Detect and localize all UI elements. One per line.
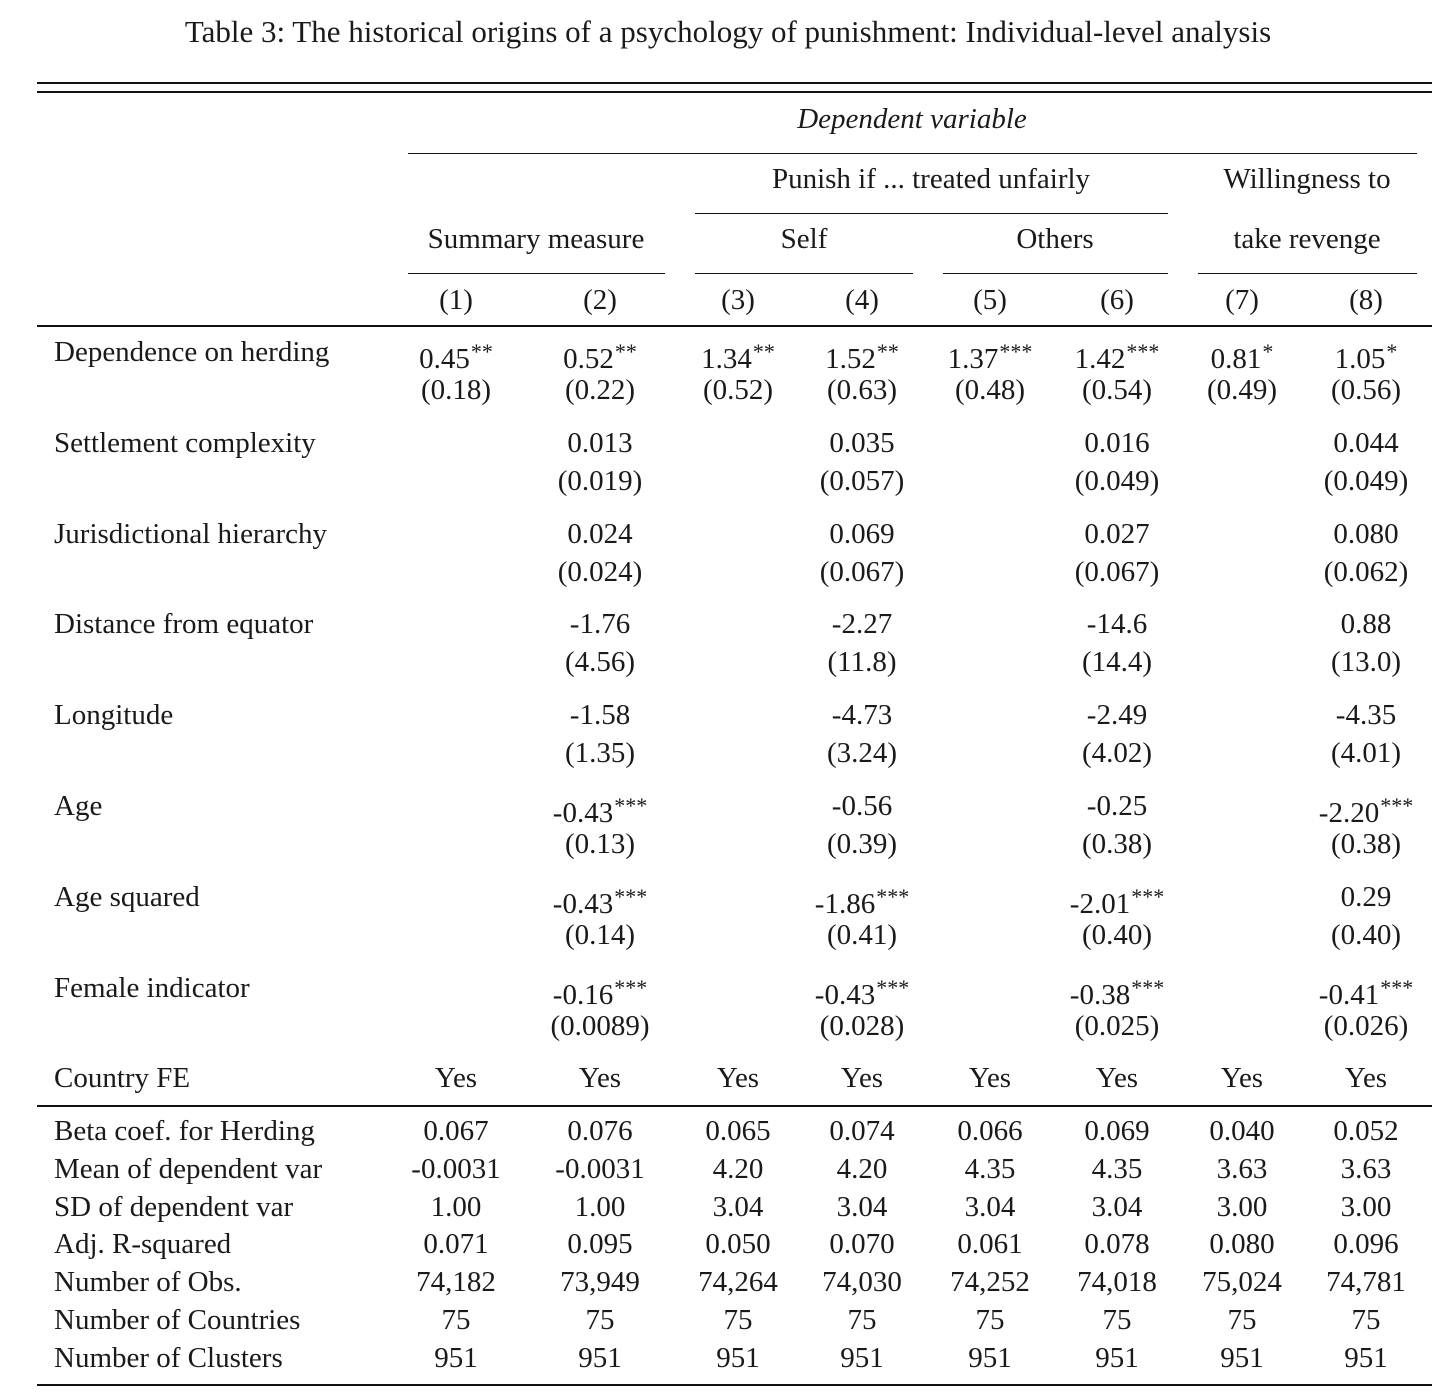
coefficient-cell (832, 605, 892, 643)
stat-cell: 75 (847, 1304, 877, 1336)
coefficient-value: 0.013 (567, 427, 633, 459)
standard-error-cell: (0.028) (819, 1010, 905, 1042)
stat-cell: 3.00 (1340, 1191, 1392, 1223)
row-label: Age (54, 790, 103, 822)
others-underline (943, 273, 1168, 274)
coefficient-value: 1.34 (701, 343, 752, 375)
row-label: Dependence on herding (54, 336, 330, 368)
significance-stars: *** (1131, 975, 1165, 1000)
coefficient-value: 1.37 (947, 343, 999, 375)
coefficient-cell (1333, 515, 1398, 553)
revenge-underline (1198, 273, 1417, 274)
stat-cell: 0.074 (829, 1115, 895, 1147)
stat-cell: 1.00 (574, 1191, 626, 1223)
header-bottom-rule (37, 325, 1432, 327)
stat-cell: 3.63 (1340, 1153, 1392, 1185)
coefficient-value: -0.38 (1069, 979, 1131, 1011)
stat-cell: 951 (968, 1342, 1012, 1374)
significance-stars: *** (999, 339, 1033, 364)
coefficient-value: -1.58 (569, 699, 631, 731)
stat-label: Number of Clusters (54, 1342, 283, 1374)
significance-stars: *** (614, 793, 648, 818)
coefficient-cell (1087, 696, 1147, 734)
row-label: Jurisdictional hierarchy (54, 518, 327, 550)
coefficient-value: 0.044 (1333, 427, 1399, 459)
stat-cell: 3.04 (1091, 1191, 1143, 1223)
standard-error-cell: (4.56) (564, 646, 636, 678)
dep-var-underline (408, 153, 1417, 154)
significance-stars: ** (752, 339, 775, 364)
standard-error-cell: (0.019) (557, 465, 643, 497)
coefficient-value: 0.52 (563, 343, 614, 375)
summary-underline (408, 273, 665, 274)
standard-error-cell: (0.22) (564, 374, 636, 406)
standard-error-cell: (0.14) (564, 919, 636, 951)
stat-cell: 0.050 (705, 1228, 771, 1260)
stat-cell: 75,024 (1202, 1266, 1282, 1298)
column-number: (3) (721, 284, 755, 316)
coefficient-value: 0.29 (1340, 881, 1392, 913)
coefficient-value: -2.49 (1086, 699, 1148, 731)
standard-error-cell: (0.049) (1074, 465, 1160, 497)
stat-cell: 0.095 (567, 1228, 633, 1260)
column-number: (5) (973, 284, 1007, 316)
country-fe-cell: Yes (1220, 1062, 1264, 1094)
standard-error-cell: (0.025) (1074, 1010, 1160, 1042)
stat-cell: 0.071 (423, 1228, 489, 1260)
stat-cell: 4.35 (964, 1153, 1016, 1185)
row-label: Longitude (54, 699, 174, 731)
column-number: (6) (1100, 284, 1134, 316)
stat-cell: -0.0031 (411, 1153, 501, 1185)
coefficient-cell (829, 424, 894, 462)
stat-cell: 0.096 (1333, 1228, 1399, 1260)
stat-cell: 0.076 (567, 1115, 633, 1147)
standard-error-cell: (0.40) (1330, 919, 1402, 951)
stat-cell: 74,252 (950, 1266, 1030, 1298)
stat-cell: 74,182 (416, 1266, 496, 1298)
coefficient-value: -0.41 (1318, 979, 1380, 1011)
row-label: Distance from equator (54, 608, 314, 640)
stat-cell: -0.0031 (555, 1153, 645, 1185)
self-underline (695, 273, 913, 274)
stat-cell: 3.00 (1216, 1191, 1268, 1223)
stat-cell: 74,018 (1077, 1266, 1157, 1298)
coefficient-value: 1.52 (825, 343, 876, 375)
coefficient-value: 0.88 (1340, 608, 1392, 640)
standard-error-cell: (0.38) (1081, 828, 1153, 860)
standard-error-cell: (0.067) (1074, 556, 1160, 588)
stat-cell: 951 (1220, 1342, 1264, 1374)
stat-cell: 4.20 (836, 1153, 888, 1185)
country-fe-cell: Yes (1095, 1062, 1139, 1094)
stat-cell: 74,264 (698, 1266, 778, 1298)
row-label: Female indicator (54, 972, 250, 1004)
coefficient-cell (829, 515, 894, 553)
coefficient-value: 1.05 (1334, 343, 1386, 375)
standard-error-cell: (0.067) (819, 556, 905, 588)
coefficient-value: -2.20 (1318, 797, 1380, 829)
group-punish-header: Punish if ... treated unfairly (771, 163, 1091, 195)
coefficient-cell (567, 424, 632, 462)
stat-cell: 74,030 (822, 1266, 902, 1298)
standard-error-cell: (3.24) (826, 737, 898, 769)
coefficient-cell (567, 515, 632, 553)
coefficient-cell (832, 696, 892, 734)
standard-error-cell: (0.49) (1206, 374, 1278, 406)
stat-cell: 0.067 (423, 1115, 489, 1147)
standard-error-cell: (0.38) (1330, 828, 1402, 860)
coefficient-cell (1084, 424, 1149, 462)
stat-cell: 951 (434, 1342, 478, 1374)
stat-cell: 3.04 (836, 1191, 888, 1223)
stat-cell: 0.080 (1209, 1228, 1275, 1260)
stat-cell: 0.078 (1084, 1228, 1150, 1260)
standard-error-cell: (0.56) (1330, 374, 1402, 406)
country-fe-label: Country FE (54, 1062, 191, 1094)
stat-cell: 75 (975, 1304, 1005, 1336)
significance-stars: *** (614, 884, 648, 909)
coefficient-cell (832, 787, 892, 825)
stat-cell: 0.066 (957, 1115, 1023, 1147)
column-number: (2) (583, 284, 617, 316)
coefficient-value: -14.6 (1086, 608, 1148, 640)
country-fe-cell: Yes (840, 1062, 884, 1094)
stat-label: Adj. R-squared (54, 1228, 232, 1260)
coefficient-value: -0.43 (814, 979, 876, 1011)
coefficient-value: 0.45 (419, 343, 470, 375)
coefficient-value: -0.56 (831, 790, 893, 822)
country-fe-cell: Yes (1344, 1062, 1388, 1094)
standard-error-cell: (0.48) (954, 374, 1026, 406)
stat-cell: 75 (1102, 1304, 1132, 1336)
coefficient-value: -1.76 (569, 608, 631, 640)
bottom-rule (37, 1384, 1432, 1386)
column-number: (1) (439, 284, 473, 316)
country-fe-cell: Yes (434, 1062, 478, 1094)
standard-error-cell: (0.18) (420, 374, 492, 406)
group-revenge-header-line2: take revenge (1233, 223, 1381, 255)
coefficient-value: 0.069 (829, 518, 895, 550)
significance-stars: ** (876, 339, 899, 364)
table-caption: Table 3: The historical origins of a psychology of punishment: Individual-level analysis (184, 14, 1272, 49)
stat-cell: 951 (840, 1342, 884, 1374)
significance-stars: * (1262, 339, 1274, 364)
stat-cell: 951 (1344, 1342, 1388, 1374)
significance-stars: ** (614, 339, 637, 364)
column-number: (8) (1349, 284, 1383, 316)
coefficient-value: -2.01 (1069, 888, 1131, 920)
stat-cell: 75 (441, 1304, 471, 1336)
standard-error-cell: (0.0089) (550, 1010, 650, 1042)
standard-error-cell: (0.062) (1323, 556, 1409, 588)
significance-stars: *** (1380, 975, 1414, 1000)
standard-error-cell: (0.63) (826, 374, 898, 406)
standard-error-cell: (0.52) (702, 374, 774, 406)
coefficient-value: 0.81 (1210, 343, 1262, 375)
standard-error-cell: (0.54) (1081, 374, 1153, 406)
stats-separator-rule (37, 1105, 1432, 1107)
significance-stars: *** (614, 975, 648, 1000)
coefficient-value: 1.42 (1074, 343, 1126, 375)
coefficient-cell (1341, 605, 1392, 643)
coefficient-value: -0.43 (552, 797, 614, 829)
stat-cell: 1.00 (430, 1191, 482, 1223)
coefficient-value: -4.35 (1335, 699, 1397, 731)
standard-error-cell: (0.41) (826, 919, 898, 951)
coefficient-cell (1087, 787, 1147, 825)
group-summary-header: Summary measure (427, 223, 645, 255)
stat-cell: 75 (723, 1304, 753, 1336)
standard-error-cell: (4.02) (1081, 737, 1153, 769)
standard-error-cell: (4.01) (1330, 737, 1402, 769)
stat-label: Number of Countries (54, 1304, 301, 1336)
coefficient-cell (1087, 605, 1147, 643)
punish-underline (695, 213, 1168, 214)
standard-error-cell: (0.13) (564, 828, 636, 860)
stat-label: Mean of dependent var (54, 1153, 323, 1185)
coefficient-cell (1341, 878, 1392, 916)
row-label: Settlement complexity (54, 427, 316, 459)
standard-error-cell: (1.35) (564, 737, 636, 769)
stat-label: Beta coef. for Herding (54, 1115, 315, 1147)
standard-error-cell: (0.026) (1323, 1010, 1409, 1042)
standard-error-cell: (0.40) (1081, 919, 1153, 951)
coefficient-cell (1333, 424, 1398, 462)
significance-stars: *** (1126, 339, 1160, 364)
significance-stars: *** (1380, 793, 1414, 818)
coefficient-cell (570, 605, 630, 643)
group-revenge-header-line1: Willingness to (1223, 163, 1391, 195)
coefficient-value: 0.080 (1333, 518, 1399, 550)
significance-stars: *** (876, 975, 910, 1000)
coefficient-value: 0.016 (1084, 427, 1150, 459)
coefficient-value: -4.73 (831, 699, 893, 731)
standard-error-cell: (0.024) (557, 556, 643, 588)
standard-error-cell: (0.057) (819, 465, 905, 497)
stat-cell: 3.04 (712, 1191, 764, 1223)
standard-error-cell: (14.4) (1081, 646, 1153, 678)
column-number: (4) (845, 284, 879, 316)
sub-self-header: Self (780, 223, 828, 255)
standard-error-cell: (0.049) (1323, 465, 1409, 497)
stat-cell: 74,781 (1326, 1266, 1406, 1298)
coefficient-value: -2.27 (831, 608, 893, 640)
top-rule-1 (37, 82, 1432, 84)
stat-cell: 4.35 (1091, 1153, 1143, 1185)
top-rule-2 (37, 91, 1432, 93)
country-fe-cell: Yes (968, 1062, 1012, 1094)
country-fe-cell: Yes (578, 1062, 622, 1094)
coefficient-value: 0.024 (567, 518, 633, 550)
stat-cell: 0.040 (1209, 1115, 1275, 1147)
stat-cell: 3.04 (964, 1191, 1016, 1223)
stat-cell: 0.052 (1333, 1115, 1399, 1147)
stat-label: SD of dependent var (54, 1191, 294, 1223)
significance-stars: ** (470, 339, 493, 364)
stat-cell: 951 (578, 1342, 622, 1374)
coefficient-cell (1084, 515, 1149, 553)
stat-cell: 75 (585, 1304, 615, 1336)
stat-cell: 0.069 (1084, 1115, 1150, 1147)
standard-error-cell: (11.8) (827, 646, 897, 678)
stat-cell: 4.20 (712, 1153, 764, 1185)
stat-label: Number of Obs. (54, 1266, 242, 1298)
row-label: Age squared (54, 881, 200, 913)
stat-cell: 0.065 (705, 1115, 771, 1147)
column-number: (7) (1225, 284, 1259, 316)
stat-cell: 951 (1095, 1342, 1139, 1374)
stat-cell: 73,949 (560, 1266, 640, 1298)
coefficient-cell (1336, 696, 1396, 734)
coefficient-value: -0.25 (1086, 790, 1148, 822)
dependent-variable-header: Dependent variable (797, 103, 1027, 135)
standard-error-cell: (13.0) (1330, 646, 1402, 678)
sub-others-header: Others (1016, 223, 1094, 255)
coefficient-value: -0.43 (552, 888, 614, 920)
coefficient-value: 0.035 (829, 427, 895, 459)
stat-cell: 0.061 (957, 1228, 1023, 1260)
significance-stars: *** (1131, 884, 1165, 909)
standard-error-cell: (0.39) (826, 828, 898, 860)
coefficient-value: -1.86 (814, 888, 876, 920)
stat-cell: 75 (1227, 1304, 1257, 1336)
significance-stars: *** (876, 884, 910, 909)
stat-cell: 75 (1351, 1304, 1381, 1336)
coefficient-value: -0.16 (552, 979, 614, 1011)
significance-stars: * (1386, 339, 1398, 364)
country-fe-cell: Yes (716, 1062, 760, 1094)
coefficient-cell (570, 696, 630, 734)
coefficient-value: 0.027 (1084, 518, 1150, 550)
stat-cell: 951 (716, 1342, 760, 1374)
stat-cell: 0.070 (829, 1228, 895, 1260)
stat-cell: 3.63 (1216, 1153, 1268, 1185)
